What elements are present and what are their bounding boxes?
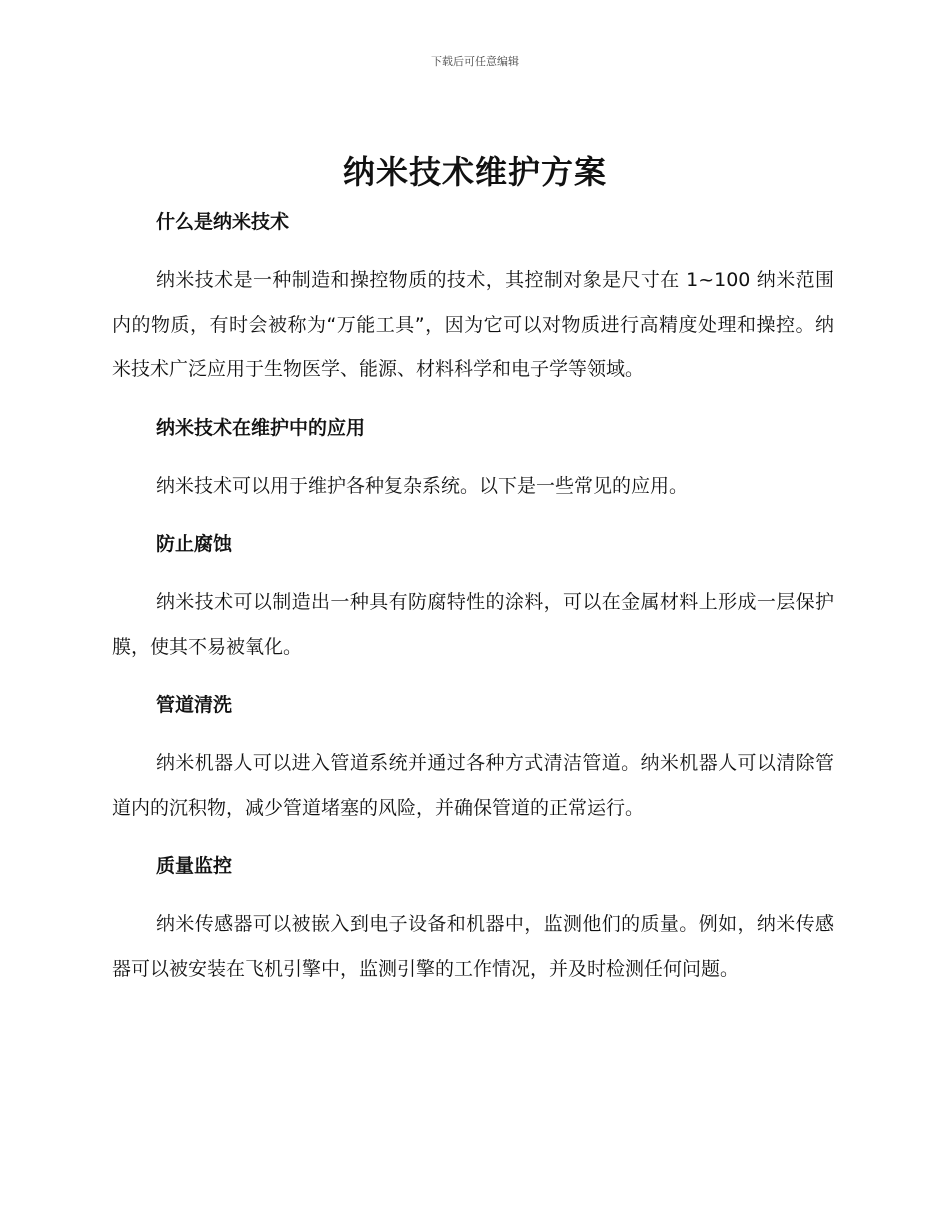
document-body xyxy=(112,200,834,991)
section-paragraph-quality-monitoring: 纳米传感器可以被嵌入到电子设备和机器中，监测他们的质量。例如，纳米传感器可以被安装在飞机引擎中，监测引擎的工作情况，并及时检测任何问题。 xyxy=(112,913,834,980)
section-heading-what-is-nanotech: 什么是纳米技术 xyxy=(156,211,290,233)
section-paragraph-corrosion-prevention: 纳米技术可以制造出一种具有防腐特性的涂料，可以在金属材料上形成一层保护膜，使其不易被氧化。 xyxy=(112,591,834,658)
section-paragraph-what-is-nanotech: 纳米技术是一种制造和操控物质的技术，其控制对象是尺寸在 1~100 纳米范围内的物质，有时会被称为“万能工具”，因为它可以对物质进行高精度处理和操控。纳米技术广泛应用于生物医学、能源、材料科学和电子学等领域。 xyxy=(112,269,834,380)
document-title: 纳米技术维护方案 xyxy=(342,153,607,191)
section-heading-corrosion-prevention: 防止腐蚀 xyxy=(156,533,233,555)
section-heading-quality-monitoring: 质量监控 xyxy=(156,855,233,877)
header-note: 下载后可任意编辑 xyxy=(431,55,519,68)
section-paragraph-pipe-cleaning: 纳米机器人可以进入管道系统并通过各种方式清洁管道。纳米机器人可以清除管道内的沉积物，减少管道堵塞的风险，并确保管道的正常运行。 xyxy=(112,752,834,819)
section-heading-maintenance-applications: 纳米技术在维护中的应用 xyxy=(156,416,366,439)
section-heading-pipe-cleaning: 管道清洗 xyxy=(156,694,233,716)
section-paragraph-maintenance-applications: 纳米技术可以用于维护各种复杂系统。以下是一些常见的应用。 xyxy=(156,474,689,497)
